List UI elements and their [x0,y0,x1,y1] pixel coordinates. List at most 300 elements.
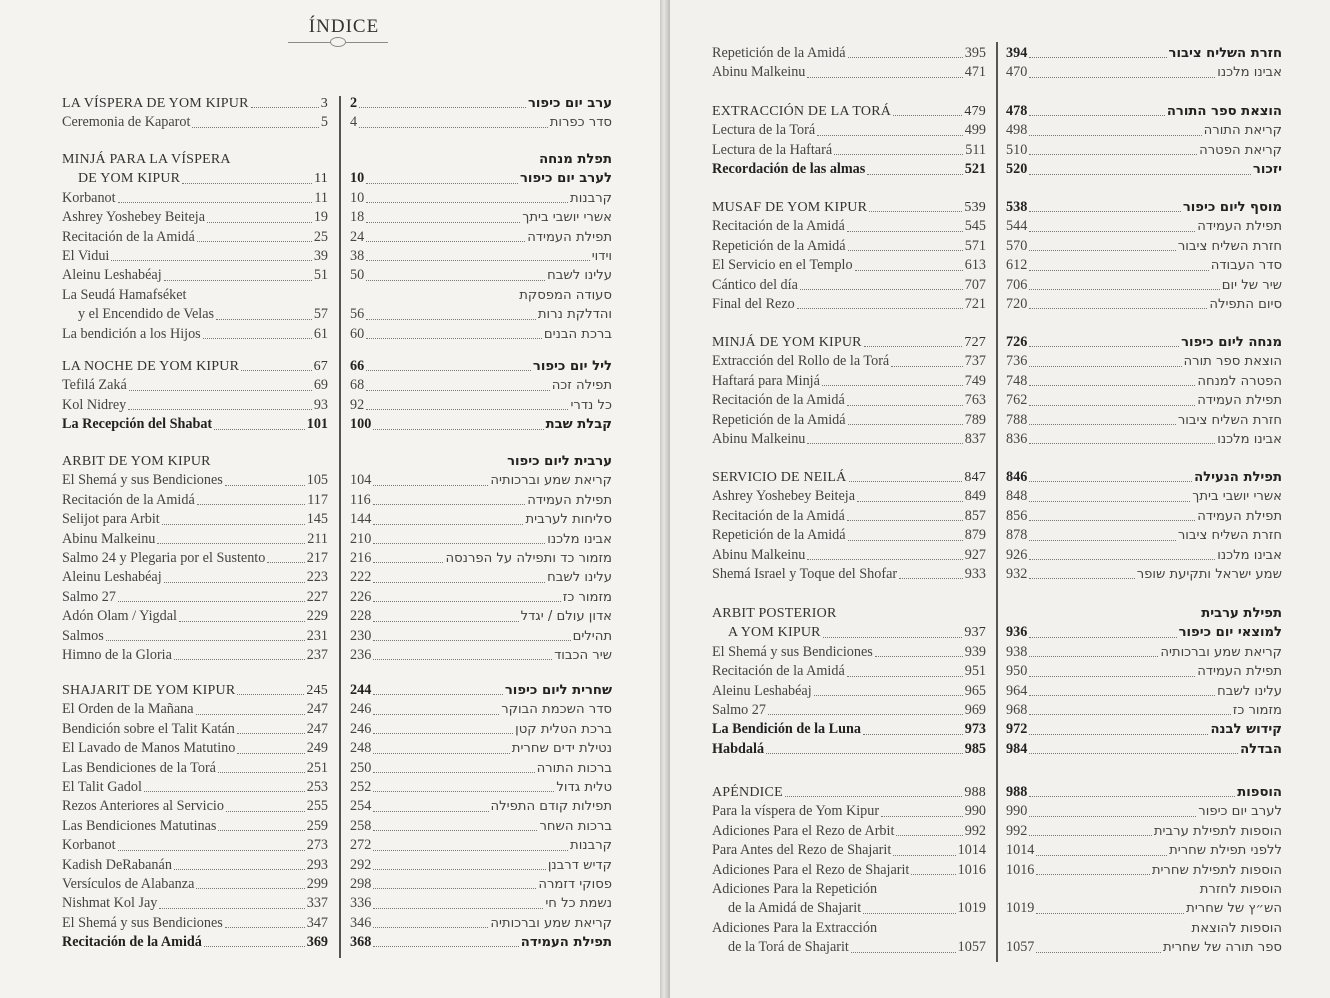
toc-entry-page: 10 [350,189,365,206]
toc-entry-page: 969 [964,701,986,718]
toc-entry [350,568,612,587]
toc-entry [350,286,612,305]
toc-entry-title: LA VÍSPERA DE YOM KIPUR [62,96,249,111]
toc-entry-title: הוספות לתפילת ערבית [1153,823,1282,839]
toc-entry-title: נשמת כל חי [545,896,612,912]
leader-dots [1029,56,1166,58]
toc-entry-page: 39 [313,247,328,264]
toc-entry-title: נטילת ידים שחרית [511,741,612,757]
toc-entry-page: 298 [350,875,372,892]
toc-entry-title: טלית גדול [556,779,612,795]
leader-dots [847,519,963,521]
toc-entry-page: 368 [350,934,372,951]
leader-dots [366,182,518,184]
leader-dots [847,404,963,406]
leader-dots [373,868,546,870]
toc-entry-title: ספר תורה של שחרית [1163,940,1282,956]
toc-entry-title: תפילת העמידה [527,492,612,508]
leader-dots [875,655,963,657]
toc-entry-page: 510 [1006,141,1028,158]
toc-entry-page: 707 [964,276,986,293]
toc-entry-page: 101 [306,416,328,433]
leader-dots [1029,752,1238,754]
toc-entry-title: תפילת העמידה [1197,219,1282,235]
toc-entry-title: סדר השכמת הבוקר [501,702,612,718]
toc-entry [62,914,328,933]
toc-entry-title: Nishmat Kol Jay [62,895,158,912]
toc-entry-title: סעודה המפסקת [519,287,612,303]
toc-entry [350,357,612,376]
toc-entry-page: 228 [350,608,372,625]
leader-dots [838,617,984,618]
toc-entry [62,189,328,208]
toc-section [1006,198,1282,314]
leader-dots [891,365,963,367]
leader-dots [1029,675,1195,677]
toc-entry-page: 336 [350,895,372,912]
leader-dots [352,299,517,300]
leader-dots [896,834,962,836]
leader-dots [1029,173,1251,175]
toc-entry-title: הוצאת ספר תורה [1183,354,1282,370]
toc-entry-title: למוצאי יום כיפור [1178,625,1282,641]
leader-dots [822,384,963,386]
toc-entry [1006,720,1282,739]
toc-entry-title: Haftará para Minjá [712,372,820,389]
leader-dots [359,106,526,108]
toc-entry-title: לערב יום כיפור [1198,804,1282,820]
toc-entry [350,150,612,169]
leader-dots [373,887,536,889]
leader-dots [225,484,305,486]
toc-entry-page: 471 [964,64,986,81]
toc-entry-title: כל נדרי [570,397,612,413]
toc-entry-page: 60 [350,325,365,342]
toc-entry-title: Salmos [62,627,104,644]
toc-entry-title: Recitación de la Amidá [712,392,845,409]
toc-entry-title: Versículos de Alabanza [62,875,195,892]
toc-entry-title: APÉNDICE [712,785,783,800]
page-title: ÍNDICE [308,16,380,37]
toc-entry-page: 273 [306,837,328,854]
leader-dots [797,307,963,309]
toc-entry-title: Adiciones Para la Extracción [712,919,878,936]
leader-dots [1029,442,1215,444]
toc-entry-title: סדר כפרות [549,115,612,131]
toc-entry-page: 236 [350,646,372,663]
toc-entry-page: 293 [306,856,328,873]
toc-entry-title: תהילים [572,628,612,644]
toc-entry [712,411,986,430]
toc-entry-title: חזרת השליח ציבור [1177,238,1282,254]
toc-entry [350,933,612,952]
toc-entry-page: 272 [350,837,372,854]
toc-entry [1006,411,1282,430]
toc-entry-title: Recitación de la Amidá [712,663,845,680]
leader-dots [366,259,590,261]
toc-entry-page: 346 [350,914,372,931]
toc-section-heading [712,102,986,121]
toc-entry-page: 249 [306,740,328,757]
toc-entry-page: 520 [1006,161,1028,178]
toc-entry [712,701,986,720]
toc-entry-title: ברכות התורה [536,760,612,776]
leader-dots [864,345,963,347]
toc-section-heading [712,623,986,642]
toc-entry-page: 539 [964,200,986,215]
leader-dots [881,815,963,817]
toc-entry-page: 988 [1006,784,1028,800]
toc-entry-title: El Shemá y sus Bendiciones [62,472,223,489]
toc-entry-title: y el Encendido de Velas [78,306,215,323]
leader-dots [847,230,963,232]
toc-entry [1006,682,1282,701]
toc-entry-page: 933 [964,565,986,582]
toc-entry-page: 253 [306,778,328,795]
toc-entry [350,530,612,549]
leader-dots [785,795,963,797]
toc-entry-title: Lectura de la Torá [712,122,816,139]
toc-entry-title: Adiciones Para la Repetición [712,880,878,897]
toc-entry [350,376,612,395]
toc-section-heading [712,604,986,623]
toc-entry-title: תפלת מנחה [539,152,612,167]
toc-entry-title: A YOM KIPUR [728,625,821,641]
toc-entry [1006,256,1282,275]
toc-entry-page: 246 [350,720,372,737]
leader-dots [196,713,305,715]
toc-entry-title: Repetición de la Amidá [712,45,846,61]
toc-entry [712,391,986,410]
leader-dots [366,389,550,391]
toc-entry-page: 144 [350,511,372,528]
toc-entry [350,305,612,324]
toc-entry-title: Selijot para Arbit [62,511,160,528]
toc-entry-title: Las Bendiciones de la Torá [62,759,216,776]
toc-entry-page: 990 [1006,803,1028,820]
toc-entry-title: Abinu Malkeinu [712,546,806,563]
leader-dots [823,636,963,638]
leader-dots [1029,384,1195,386]
toc-entry [712,919,986,938]
toc-entry-title: תפילת העמידה [1197,393,1282,409]
leader-dots [366,408,568,410]
toc-entry-page: 749 [964,372,986,389]
toc-entry-page: 11 [314,171,328,187]
toc-entry-page: 1014 [957,842,986,859]
toc-entry [62,607,328,626]
toc-entry-title: MINJÁ DE YOM KIPUR [712,335,862,350]
leader-dots [879,893,984,894]
toc-entry-title: Shemá Israel y Toque del Shofar [712,565,898,582]
toc-entry-page: 211 [307,530,328,547]
toc-entry-page: 937 [964,625,986,641]
toc-section [350,681,612,952]
toc-entry-title: El Shemá y sus Bendiciones [712,643,873,660]
toc-entry-title: Las Bendiciones Matutinas [62,817,217,834]
leader-dots [359,126,548,128]
leader-dots [373,484,488,486]
toc-entry [712,841,986,860]
toc-entry [62,836,328,855]
toc-entry [1006,102,1282,121]
toc-entry-title: Salmo 27 [712,701,766,718]
leader-dots [857,500,963,502]
leader-dots [869,210,962,212]
toc-entry-title: תפילת העמידה [527,229,612,245]
toc-entry [712,938,986,957]
toc-entry-page: 10 [350,170,365,187]
toc-entry [350,208,612,227]
toc-entry-title: La Recepción del Shabat [62,416,213,433]
toc-entry-title: Rezos Anteriores al Servicio [62,798,224,815]
toc-entry-title: מנחה ליום כיפור [1181,335,1282,350]
toc-entry [1006,783,1282,802]
leader-dots [366,279,545,281]
leader-dots [129,389,312,391]
toc-entry [712,802,986,821]
toc-entry-page: 847 [964,470,986,485]
toc-entry-page: 230 [350,627,372,644]
leader-dots [164,279,312,281]
toc-entry-title: ברכות השחר [539,818,612,834]
toc-entry-title: Abinu Malkeinu [712,430,806,447]
leader-dots [834,153,963,155]
toc-entry-title: Aleinu Leshabéaj [62,267,162,284]
leader-dots [192,126,318,128]
toc-entry [712,487,986,506]
leader-dots [1029,365,1181,367]
toc-entry-title: סליחות לערבית [525,512,612,528]
toc-entry-title: ערבית ליום כיפור [507,454,612,469]
leader-dots [1029,834,1152,836]
toc-entry-title: Recitación de la Amidá [62,228,195,245]
toc-entry-title: יזכור [1252,162,1282,178]
leader-dots [1029,76,1215,78]
toc-entry [1006,841,1282,860]
toc-entry-page: 231 [306,627,328,644]
toc-entry-page: 2 [350,95,358,111]
toc-entry-title: Repetición de la Amidá [712,527,846,544]
toc-entry [62,627,328,646]
toc-entry-page: 498 [1006,122,1028,139]
leader-dots [848,423,963,425]
leader-dots [863,733,963,735]
toc-entry-title: El Lavado de Manos Matutino [62,740,236,757]
toc-entry-title: הוספות [1237,785,1282,800]
toc-entry-page: 254 [350,798,372,815]
toc-entry-page: 38 [350,247,365,264]
toc-entry [712,217,986,236]
leader-dots [237,732,305,734]
leader-dots [241,369,311,371]
toc-section [712,333,986,449]
toc-entry-title: Adiciones Para el Rezo de Shajarit [712,861,910,878]
toc-entry-title: תפילת הנעילה [1194,470,1282,485]
toc-entry [350,700,612,719]
toc-entry [350,588,612,607]
leader-dots [1008,893,1198,894]
toc-entry-title: קריאת התורה [1203,123,1282,139]
toc-entry-title: תפילות קודם התפילה [490,799,612,815]
leader-dots [373,829,537,831]
toc-entry-page: 299 [306,875,328,892]
toc-entry-page: 612 [1006,257,1028,274]
toc-entry [1006,822,1282,841]
leader-dots [373,658,552,660]
toc-entry-page: 950 [1006,663,1028,680]
toc-entry-page: 248 [350,740,372,757]
toc-entry-title: de la Torá de Shajarit [728,939,849,956]
toc-entry-title: Para la víspera de Yom Kipur [712,803,880,820]
toc-entry-page: 251 [306,759,328,776]
toc-section [1006,333,1282,449]
toc-entry [350,778,612,797]
leader-dots [855,269,963,271]
leader-dots [203,337,312,339]
toc-entry [712,276,986,295]
toc-entry-page: 5 [320,114,328,131]
toc-entry [62,797,328,816]
toc-entry-page: 395 [964,45,986,61]
leader-dots [1029,795,1235,797]
toc-entry-title: La Bendición de la Luna [712,721,862,738]
toc-entry [1006,141,1282,160]
toc-entry-title: תפילת ערבית [1201,606,1282,621]
toc-entry-title: עלינו לשבח [547,570,612,586]
toc-entry [712,372,986,391]
toc-section-heading [62,357,328,376]
toc-entry [712,822,986,841]
toc-entry-title: מזמור כז [1232,702,1282,718]
leader-dots [1008,932,1190,933]
toc-entry-page: 972 [1006,721,1028,738]
toc-entry-page: 737 [964,353,986,370]
toc-entry [1006,372,1282,391]
toc-entry-title: ללפני תפילת שחרית [1169,843,1282,859]
toc-entry-title: מוסף ליום כיפור [1182,200,1282,215]
toc-entry-page: 721 [964,295,986,312]
toc-section [712,783,986,958]
toc-section [62,94,328,133]
toc-entry [350,759,612,778]
toc-entry [350,169,612,188]
toc-entry [712,352,986,371]
toc-entry-title: אבינו מלכנו [1217,65,1282,81]
toc-entry [62,396,328,415]
leader-dots [267,561,304,563]
leader-dots [1029,558,1215,560]
leader-dots [352,465,505,466]
toc-entry [712,720,986,739]
toc-entry [62,549,328,568]
toc-entry-title: שמע ישראל ותקיעת שופר [1136,566,1282,582]
toc-entry-page: 247 [306,720,328,737]
toc-entry [350,471,612,490]
leader-dots [1029,114,1165,116]
toc-entry-page: 247 [306,701,328,718]
toc-entry-title: El Orden de la Mañana [62,701,194,718]
toc-entry [62,376,328,395]
toc-entry-title: שיר הכבוד [554,647,612,663]
leader-dots [128,408,312,410]
toc-entry-page: 763 [964,392,986,409]
toc-entry-page: 69 [313,377,328,394]
toc-entry [350,875,612,894]
toc-section-heading [62,452,328,471]
toc-entry [350,646,612,665]
toc-entry-title: Korbanot [62,189,116,206]
toc-entry [62,247,328,266]
toc-entry-page: 932 [1006,565,1028,582]
toc-entry-title: קריאת שמע וברכותיה [1160,644,1282,660]
toc-entry-page: 369 [306,934,328,951]
toc-entry-title: סיום התפילה [1209,296,1282,312]
leader-dots [848,56,963,58]
toc-entry [712,682,986,701]
toc-entry-page: 968 [1006,701,1028,718]
toc-entry [62,305,328,324]
toc-entry-page: 1016 [1006,861,1035,878]
column-divider [996,42,998,962]
right-page [670,0,1330,998]
toc-entry [1006,701,1282,720]
toc-entry-title: MUSAF DE YOM KIPUR [712,200,868,215]
toc-section [1006,783,1282,958]
toc-entry-title: Ashrey Yoshebey Beiteja [62,209,206,226]
toc-entry [712,643,986,662]
leader-dots [863,912,955,914]
toc-entry-title: אשרי יושבי ביתך [522,210,612,226]
toc-entry-title: Aleinu Leshabéaj [712,682,812,699]
toc-entry-title: Repetición de la Amidá [712,237,846,254]
toc-entry [712,880,986,899]
toc-entry-title: Abinu Malkeinu [62,530,156,547]
toc-section [62,452,328,665]
leader-dots [373,561,443,563]
leader-dots [1008,617,1199,618]
toc-entry-title: Recitación de la Amidá [712,507,845,524]
leader-dots [204,945,305,947]
toc-entry [350,817,612,836]
toc-entry [62,471,328,490]
toc-entry [712,507,986,526]
toc-entry-title: El Servicio en el Templo [712,257,853,274]
toc-entry [1006,276,1282,295]
toc-section-heading [712,468,986,487]
toc-entry-page: 499 [964,122,986,139]
toc-entry-title: אבינו מלכנו [547,531,612,547]
toc-entry-page: 394 [1006,45,1028,61]
toc-entry-page: 939 [964,643,986,660]
leader-dots [196,887,304,889]
toc-section [62,150,328,344]
toc-entry-title: הוספות לתפילת שחרית [1151,862,1282,878]
toc-entry-title: קריאת הפטרה [1199,142,1282,158]
toc-entry-title: Salmo 27 [62,588,116,605]
toc-entry-title: קידוש לבנה [1210,722,1282,738]
toc-section [350,150,612,344]
toc-entry-page: 292 [350,856,372,873]
toc-entry [1006,565,1282,584]
leader-dots [366,337,542,339]
leader-dots [817,134,963,136]
toc-entry-title: ליל יום כיפור [532,359,612,374]
toc-entry-page: 1019 [1006,900,1035,917]
toc-entry [350,113,612,132]
toc-entry-title: Habdalá [712,740,765,757]
toc-entry-page: 988 [964,785,986,800]
